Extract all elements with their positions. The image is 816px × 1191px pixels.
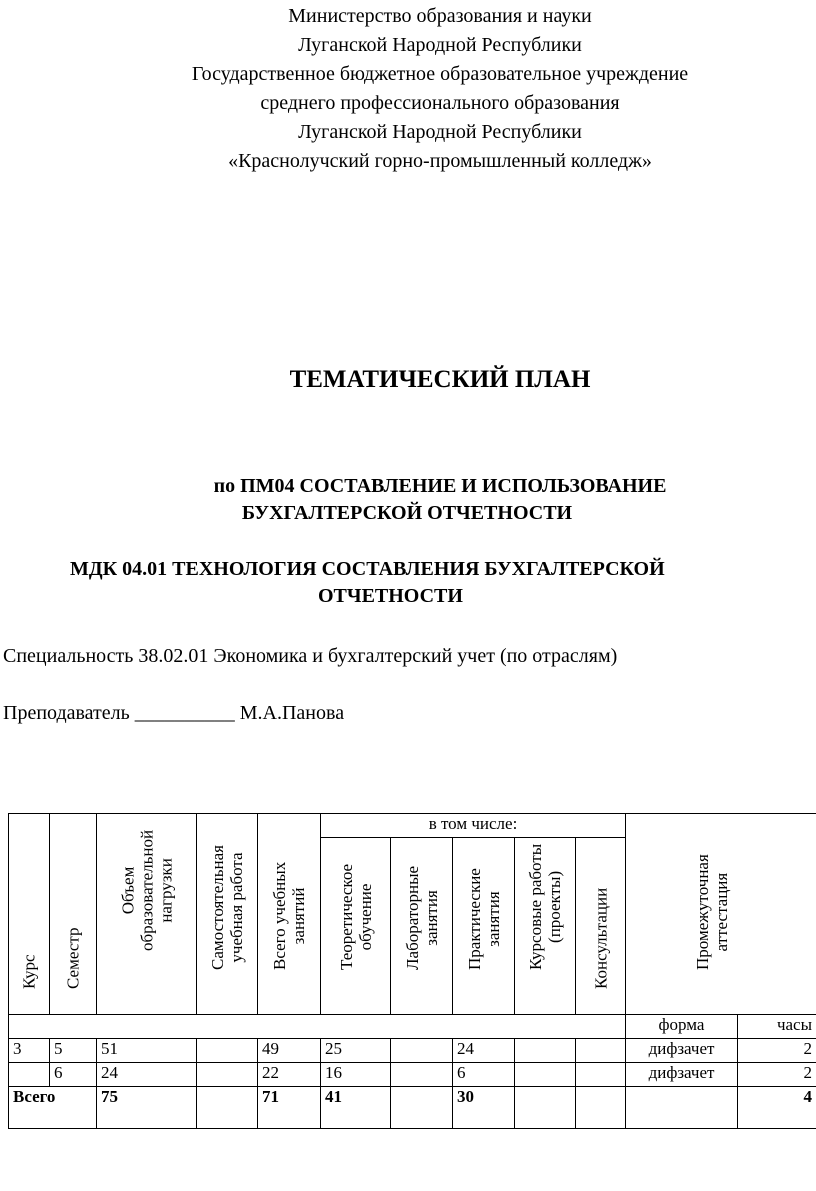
table-row: 6 24 22 16 6 дифзачет 2 — [9, 1063, 816, 1087]
pm-title-line-1: по ПМ04 СОСТАВЛЕНИЕ И ИСПОЛЬЗОВАНИЕ — [213, 475, 667, 497]
institution-header — [0, 2, 816, 176]
header-line-6: «Краснолучский горно-промышленный колледж» — [228, 150, 652, 172]
col-header-konsult: Консультации — [576, 838, 626, 1015]
teacher-line: Преподаватель __________ М.А.Панова — [3, 702, 345, 724]
pm-title-line-2: БУХГАЛТЕРСКОЙ ОТЧЕТНОСТИ — [241, 502, 573, 524]
specialty-line: Специальность 38.02.01 Экономика и бухгалтерский учет (по отраслям) — [3, 645, 618, 667]
mdk-title-line-1: МДК 04.01 ТЕХНОЛОГИЯ СОСТАВЛЕНИЯ БУХГАЛТЕРСКОЙ — [70, 558, 665, 580]
total-label: Всего — [9, 1087, 97, 1129]
header-line-5: Луганской Народной Республики — [298, 121, 582, 143]
col-header-obem: Объем образовательной нагрузки — [97, 814, 197, 1015]
col-header-attestation: Промежуточная аттестация — [626, 814, 816, 1015]
total-prakt: 30 — [453, 1087, 515, 1129]
col-header-prakt: Практические занятия — [453, 838, 515, 1015]
table-row: 3 5 51 49 25 24 дифзачет 2 — [9, 1039, 816, 1063]
col-header-teor: Теоретическое обучение — [321, 838, 391, 1015]
subheader-chasy: часы — [738, 1015, 816, 1039]
header-line-3: Государственное бюджетное образовательное учреждение — [191, 63, 689, 85]
col-header-vsego: Всего учебных занятий — [258, 814, 321, 1015]
col-header-samost: Самостоятельная учебная работа — [197, 814, 258, 1015]
total-teor: 41 — [321, 1087, 391, 1129]
subheader-spacer — [9, 1015, 626, 1039]
col-header-lab: Лабораторные занятия — [391, 838, 453, 1015]
subheader-forma: форма — [626, 1015, 738, 1039]
group-header: в том числе: — [321, 814, 626, 838]
thematic-plan-table — [8, 813, 816, 1129]
mdk-title-line-2: ОТЧЕТНОСТИ — [318, 585, 463, 607]
col-header-kursovye: Курсовые работы (проекты) — [515, 838, 576, 1015]
col-header-kurs: Курс — [9, 814, 50, 1015]
header-line-1: Министерство образования и науки — [288, 5, 592, 27]
total-vsego: 71 — [258, 1087, 321, 1129]
total-chasy: 4 — [738, 1087, 816, 1129]
page-title: ТЕМАТИЧЕСКИЙ ПЛАН — [289, 366, 591, 393]
header-line-4: среднего профессионального образования — [260, 92, 620, 114]
col-header-semestr: Семестр — [50, 814, 97, 1015]
total-row — [9, 1087, 816, 1129]
total-obem: 75 — [97, 1087, 197, 1129]
header-line-2: Луганской Народной Республики — [298, 34, 582, 56]
